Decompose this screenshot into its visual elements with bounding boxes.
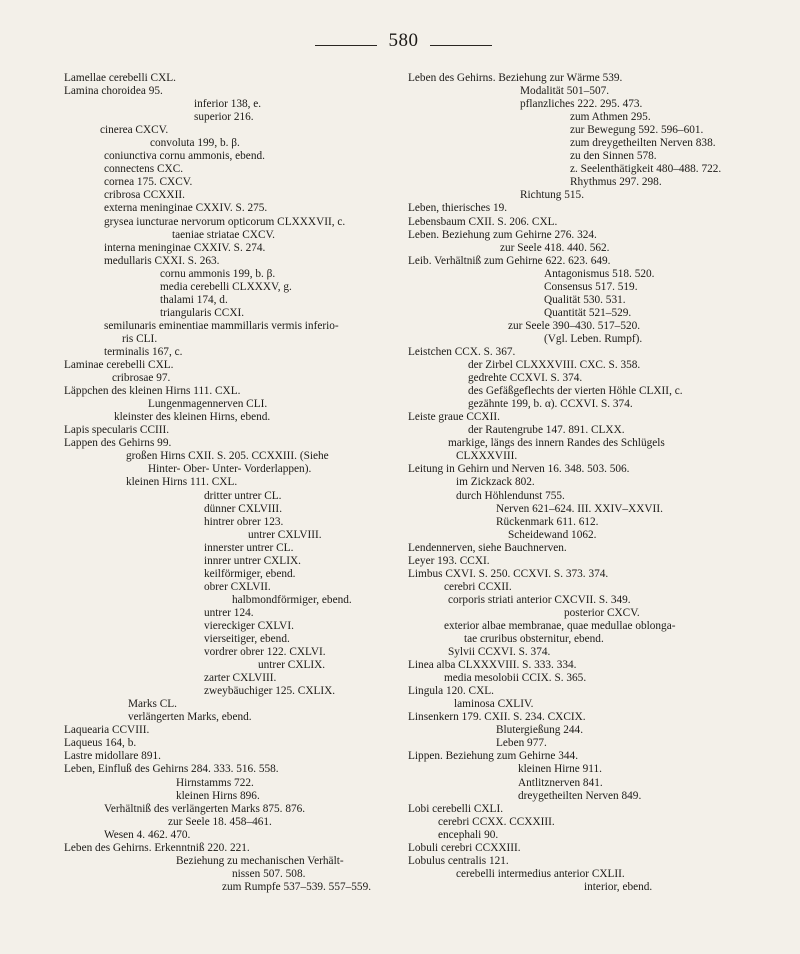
index-entry-main: Lobi cerebelli CXLI.	[408, 802, 504, 815]
index-entry-sub: zweybäuchiger 125. CXLIX.	[204, 685, 336, 698]
index-entry-main: Limbus CXVI. S. 250. CCXVI. S. 373. 374.	[408, 567, 609, 580]
index-entry-main: Lingula 120. CXL.	[408, 685, 494, 698]
index-entry-sub: zum Rumpfe 537–539. 557–559.	[222, 880, 372, 893]
index-entry-main: Leben des Gehirns. Erkenntniß 220. 221.	[64, 841, 250, 854]
index-entry-main: Lamina choroidea 95.	[64, 85, 163, 98]
index-entry-sub: connectens CXC.	[104, 163, 184, 176]
index-entry-sub: zur Seele 18. 458–461.	[168, 815, 272, 828]
index-entry-sub: zu den Sinnen 578.	[570, 150, 657, 163]
index-entry-sub: Blutergießung 244.	[496, 724, 584, 737]
index-entry-sub: Rückenmark 611. 612.	[496, 515, 599, 528]
index-entry-sub: viereckiger CXLVI.	[204, 619, 294, 632]
index-entry-sub: Beziehung zu mechanischen Verhält-	[176, 854, 344, 867]
index-entry-sub: der Zirbel CLXXXVIII. CXC. S. 358.	[468, 359, 641, 372]
index-entry-sub: superior 216.	[194, 111, 254, 124]
index-entry-sub: des Gefäßgeflechts der vierten Höhle CLXII, c.	[468, 385, 683, 398]
index-entry-main: Läppchen des kleinen Hirns 111. CXL.	[64, 385, 241, 398]
index-entry-main: Leitung in Gehirn und Nerven 16. 348. 503. 506.	[408, 463, 630, 476]
index-entry-sub: interna meninginae CXXIV. S. 274.	[104, 241, 266, 254]
index-entry-sub: cribrosa CCXXII.	[104, 189, 185, 202]
index-entry-sub: cribrosae 97.	[112, 372, 171, 385]
index-entry-sub: Sylvii CCXVI. S. 374.	[448, 646, 551, 659]
index-entry-sub: tae cruribus obsternitur, ebend.	[464, 633, 604, 646]
index-entry-sub: Leben 977.	[496, 737, 547, 750]
index-column-left	[64, 72, 390, 894]
index-entry-sub: untrer CXLIX.	[258, 659, 326, 672]
index-entry-sub: cinerea CXCV.	[100, 124, 169, 137]
index-entry-sub: CLXXXVIII.	[456, 450, 518, 463]
index-entry-sub: dritter untrer CL.	[204, 489, 282, 502]
index-entry-main: Leistchen CCX. S. 367.	[408, 345, 516, 358]
index-entry-sub: untrer CXLVIII.	[248, 528, 322, 541]
index-entry-sub: Verhältniß des verlängerten Marks 875. 876.	[104, 802, 306, 815]
index-entry-sub: Consensus 517. 519.	[544, 280, 638, 293]
index-entry-main: Leyer 193. CCXI.	[408, 554, 490, 567]
index-entry-sub: encephali 90.	[438, 828, 499, 841]
index-entry-sub: Antagonismus 518. 520.	[544, 267, 655, 280]
index-entry-main: Laquearia CCVIII.	[64, 724, 150, 737]
index-entry-sub: Qualität 530. 531.	[544, 293, 626, 306]
index-entry-main: Linsenkern 179. CXII. S. 234. CXCIX.	[408, 711, 586, 724]
header-rule-left	[315, 45, 377, 46]
index-entry-sub: dreygetheilten Nerven 849.	[518, 789, 642, 802]
index-entry-sub: ris CLI.	[122, 332, 158, 345]
index-entry-main: Linea alba CLXXXVIII. S. 333. 334.	[408, 659, 577, 672]
index-entry-main: Leben des Gehirns. Beziehung zur Wärme 539.	[408, 72, 623, 84]
index-entry-sub: Antlitznerven 841.	[518, 776, 603, 789]
index-entry-sub: Modalität 501–507.	[520, 85, 610, 98]
index-entry-sub: untrer 124.	[204, 606, 254, 619]
index-entry-sub: zum Athmen 295.	[570, 111, 651, 124]
index-entry-sub: cerebri CCXX. CCXXIII.	[438, 815, 555, 828]
index-entry-sub: inferior 138, e.	[194, 98, 262, 111]
index-entry-sub: Quantität 521–529.	[544, 306, 632, 319]
header-rule-right	[430, 45, 492, 46]
index-entry-sub: exterior albae membranae, quae medullae oblonga-	[444, 619, 676, 632]
index-entry-main: Leben, Einfluß des Gehirns 284. 333. 516. 558.	[64, 763, 279, 776]
page-header	[0, 30, 800, 60]
index-entry-main: Leiste graue CCXII.	[408, 411, 500, 424]
index-entry-sub: Hinter- Ober- Unter- Vorderlappen).	[148, 463, 312, 476]
index-entry-sub: zarter CXLVIII.	[204, 672, 277, 685]
index-entry-sub: markige, längs des innern Randes des Schlügels	[448, 437, 665, 450]
index-entry-sub: kleinen Hirns 896.	[176, 789, 260, 802]
index-entry-main: Lippen. Beziehung zum Gehirne 344.	[408, 750, 579, 763]
index-entry-sub: (Vgl. Leben. Rumpf).	[544, 332, 643, 345]
index-entry-sub: im Zickzack 802.	[456, 476, 535, 489]
index-entry-sub: obrer CXLVII.	[204, 580, 271, 593]
index-entry-sub: gedrehte CCXVI. S. 374.	[468, 372, 583, 385]
index-entry-sub: zur Seele 390–430. 517–520.	[508, 319, 641, 332]
index-entry-sub: innerster untrer CL.	[204, 541, 294, 554]
index-entry-sub: cerebri CCXII.	[444, 580, 512, 593]
index-entry-sub: zur Bewegung 592. 596–601.	[570, 124, 704, 137]
index-entry-sub: keilförmiger, ebend.	[204, 567, 296, 580]
index-entry-main: Lendennerven, siehe Bauchnerven.	[408, 541, 567, 554]
index-entry-sub: kleinen Hirne 911.	[518, 763, 602, 776]
index-entry-sub: cornea 175. CXCV.	[104, 176, 193, 189]
index-column-right	[408, 72, 774, 894]
index-entry-sub: innrer untrer CXLIX.	[204, 554, 301, 567]
index-entry-sub: semilunaris eminentiae mammillaris vermis inferio-	[104, 319, 339, 332]
index-entry-main: Leben. Beziehung zum Gehirne 276. 324.	[408, 228, 597, 241]
index-entry-sub: der Rautengrube 147. 891. CLXX.	[468, 424, 625, 437]
index-entry-sub: cornu ammonis 199, b. β.	[160, 267, 276, 280]
index-entry-main: Lastre midollare 891.	[64, 750, 161, 763]
index-entry-main: Lobuli cerebri CCXXIII.	[408, 841, 521, 854]
index-entry-sub: zur Seele 418. 440. 562.	[500, 241, 610, 254]
index-entry-sub: corporis striati anterior CXCVII. S. 349.	[448, 593, 631, 606]
index-entry-main: Lebensbaum CXII. S. 206. CXL.	[408, 215, 558, 228]
index-entry-sub: verlängerten Marks, ebend.	[128, 711, 252, 724]
index-entry-sub: taeniae striatae CXCV.	[172, 228, 276, 241]
index-entry-sub: externa meninginae CXXIV. S. 275.	[104, 202, 268, 215]
index-entry-sub: dünner CXLVIII.	[204, 502, 283, 515]
index-entry-sub: pflanzliches 222. 295. 473.	[520, 98, 643, 111]
index-entry-sub: convoluta 199, b. β.	[150, 137, 240, 150]
index-entry-sub: halbmondförmiger, ebend.	[232, 593, 352, 606]
index-entry-main: Leben, thierisches 19.	[408, 202, 508, 215]
index-entry-main: Laqueus 164, b.	[64, 737, 137, 750]
index-entry-sub: hintrer obrer 123.	[204, 515, 284, 528]
index-entry-sub: Richtung 515.	[520, 189, 585, 202]
index-entry-sub: coniunctiva cornu ammonis, ebend.	[104, 150, 265, 163]
index-entry-sub: media cerebelli CLXXXV, g.	[160, 280, 292, 293]
index-entry-sub: cerebelli intermedius anterior CXLII.	[456, 867, 625, 880]
index-entry-sub: kleinen Hirns 111. CXL.	[126, 476, 238, 489]
index-entry-sub: thalami 174, d.	[160, 293, 228, 306]
index-entry-sub: medullaris CXXI. S. 263.	[104, 254, 220, 267]
index-entry-sub: grysea iuncturae nervorum opticorum CLXXXVII, c.	[104, 215, 346, 228]
index-entry-sub: media mesolobii CCIX. S. 365.	[444, 672, 587, 685]
index-entry-sub: Nerven 621–624. III. XXIV–XXVII.	[496, 502, 663, 515]
index-entry-sub: terminalis 167, c.	[104, 345, 183, 358]
index-entry-sub: großen Hirns CXII. S. 205. CCXXIII. (Siehe	[126, 450, 329, 463]
index-entry-sub: posterior CXCV.	[564, 606, 640, 619]
index-entry-main: Lapis specularis CCIII.	[64, 424, 170, 437]
index-entry-sub: Marks CL.	[128, 698, 177, 711]
index-entry-sub: vierseitiger, ebend.	[204, 633, 290, 646]
index-entry-main: Lappen des Gehirns 99.	[64, 437, 172, 450]
index-entry-sub: Hirnstamms 722.	[176, 776, 254, 789]
index-entry-sub: laminosa CXLIV.	[454, 698, 534, 711]
index-entry-main: Leib. Verhältniß zum Gehirne 622. 623. 649.	[408, 254, 611, 267]
index-entry-sub: Scheidewand 1062.	[508, 528, 597, 541]
index-entry-sub: interior, ebend.	[584, 880, 653, 893]
index-entry-sub: vordrer obrer 122. CXLVI.	[204, 646, 326, 659]
index-entry-main: Laminae cerebelli CXL.	[64, 359, 174, 372]
index-entry-sub: triangularis CCXI.	[160, 306, 245, 319]
index-entry-sub: Rhythmus 297. 298.	[570, 176, 662, 189]
index-entry-sub: zum dreygetheilten Nerven 838.	[570, 137, 716, 150]
index-entry-sub: kleinster des kleinen Hirns, ebend.	[114, 411, 271, 424]
index-entry-sub: Lungenmagennerven CLI.	[148, 398, 268, 411]
index-entry-main: Lobulus centralis 121.	[408, 854, 509, 867]
index-entry-sub: durch Höhlendunst 755.	[456, 489, 565, 502]
index-entry-sub: nissen 507. 508.	[232, 867, 306, 880]
index-entry-sub: z. Seelenthätigkeit 480–488. 722.	[570, 163, 722, 176]
index-entry-main: Lamellae cerebelli CXL.	[64, 72, 176, 84]
page-number: 580	[388, 30, 419, 51]
index-entry-sub: Wesen 4. 462. 470.	[104, 828, 191, 841]
index-entry-sub: gezähnte 199, b. α). CCXVI. S. 374.	[468, 398, 633, 411]
